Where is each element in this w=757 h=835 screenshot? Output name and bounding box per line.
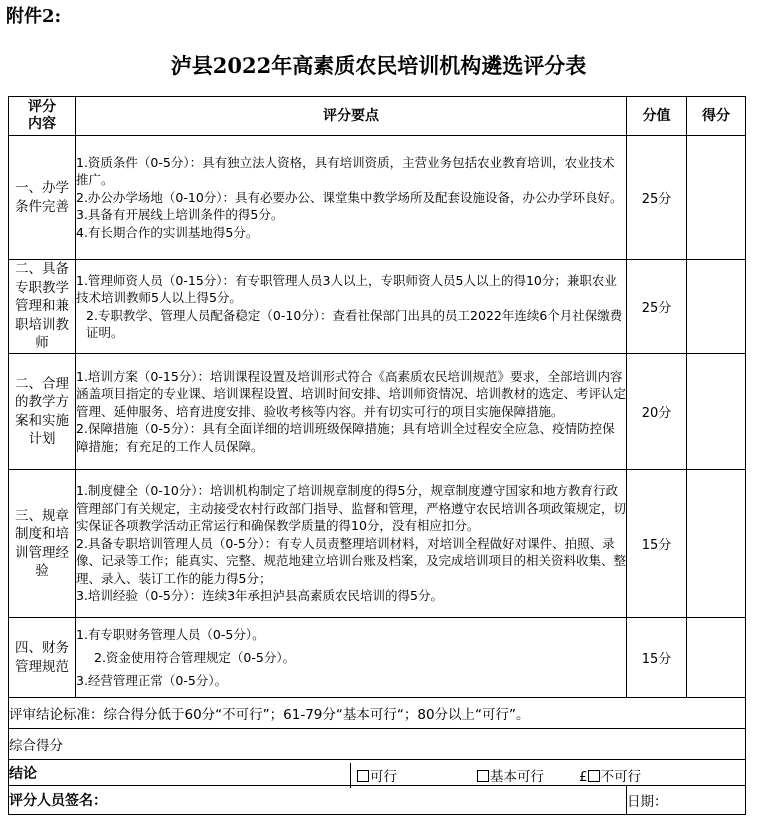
- row-score-cell[interactable]: [687, 618, 746, 698]
- signature-row: [9, 786, 746, 815]
- row-category: 一、办学条件完善: [9, 136, 76, 260]
- row-score-cell[interactable]: [687, 470, 746, 618]
- row-category: 三、规章制度和培训管理经验: [9, 470, 76, 618]
- total-score-label: 综合得分: [9, 729, 746, 760]
- checkbox-icon: [477, 770, 489, 782]
- requirement-line: 1.资质条件（0-5分）：具有独立法人资格，具有培训资质，主营业务包括农业教育培训，农业技术推广。: [76, 154, 615, 188]
- row-points: 25分: [627, 136, 687, 260]
- attachment-label: 附件2:: [6, 6, 62, 27]
- conclusion-label: 结论: [9, 760, 627, 786]
- conclusion-standard-row: [9, 698, 746, 729]
- requirement-line: 2.专职教学、管理人员配备稳定（0-10分）：查看社保部门出具的员工2022年连续6个月社保缴费证明。: [86, 307, 623, 340]
- row-score-cell[interactable]: [687, 136, 746, 260]
- requirement-line: 1.有专职财务管理人员（0-5分）。: [76, 627, 265, 642]
- table-row: [9, 618, 746, 698]
- table-header-row: [9, 97, 746, 136]
- conclusion-options: [357, 766, 737, 784]
- requirement-line: 1.管理师资人员（0-15分）：有专职管理人员3人以上，专职师资人员5人以上的得10分；兼职农业技术培训教师5人以上得5分。: [76, 272, 617, 305]
- conclusion-standard: 评审结论标准：综合得分低于60分“不可行”；61-79分“基本可行“；80分以上“可行”。: [9, 698, 746, 729]
- row-points: 15分: [627, 618, 687, 698]
- requirement-line: 3.具备有开展线上培训条件的得5分。: [76, 207, 284, 223]
- table-row: [9, 354, 746, 470]
- row-category: 二、合理的教学方案和实施计划: [9, 354, 76, 470]
- header-requirements: 评分要点: [76, 97, 627, 136]
- row-requirements: [76, 354, 627, 470]
- row-score-cell[interactable]: [687, 260, 746, 354]
- requirement-line: 1.培训方案（0-15分）：培训课程设置及培训形式符合《高素质农民培训规范》要求，全部培训内容涵盖项目指定的专业课、培训课程设置、培训时间安排、培训师资情况、培训教材的选定、考评认定管理、延伸服务、培育进度安排、验收考核等内容。并有切实可行的项目实施保障措施。: [76, 368, 627, 419]
- requirement-line: 2.保障措施（0-5分）：具有全面详细的培训班级保障措施；具有培训全过程安全应急、疫情防控保障措施；有充足的工作人员保障。: [76, 421, 615, 454]
- row-category: 二、具备专职教学管理和兼职培训教师: [9, 260, 76, 354]
- row-category: 四、财务管理规范: [9, 618, 76, 698]
- option-basically-feasible[interactable]: 基本可行: [477, 765, 579, 785]
- total-score-row: [9, 729, 746, 760]
- table-row: [9, 136, 746, 260]
- requirement-line: 1.制度健全（0-10分）：培训机构制定了培训规章制度的得5分，规章制度遵守国家和地方教育行政管理部门有关规定，主动接受农村行政部门指导、监督和管理，严格遵守农民培训各项政策规定，切实保证各项教学活动正常运行和确保教学质量的得10分，没有相应扣分。: [76, 483, 627, 534]
- scoring-table: [8, 96, 746, 815]
- requirement-line: 3.经营管理正常（0-5分）。: [76, 673, 228, 688]
- row-requirements: [76, 618, 627, 698]
- row-points: 20分: [627, 354, 687, 470]
- table-row: [9, 260, 746, 354]
- header-score: 得分: [687, 97, 746, 136]
- date-label: 日期：: [627, 786, 746, 815]
- header-category: 评分内容: [9, 97, 76, 136]
- row-requirements: [76, 470, 627, 618]
- requirement-line: 2.资金使用符合管理规定（0-5分）。: [94, 650, 296, 665]
- signature-label: 评分人员签名：: [9, 786, 627, 815]
- row-requirements: [76, 260, 627, 354]
- row-score-cell[interactable]: [687, 354, 746, 470]
- requirement-line: 3.培训经验（0-5分）：连续3年承担泸县高素质农民培训的得5分。: [76, 588, 443, 604]
- requirement-line: 2.办公办学场地（0-10分）：具有必要办公、课堂集中教学场所及配套设施设备，办公办学环良好。: [76, 189, 623, 205]
- checkbox-icon: [588, 770, 600, 782]
- requirement-line: 2.具备专职培训管理人员（0-5分）：有专人员责整理培训材料，对培训全程做好对课件、拍照、录像、记录等工作；能真实、完整、规范地建立培训台账及档案，及完成培训项目的相关资料收集、整理、录入、装订工作的能力得5分；: [76, 535, 627, 586]
- page-title: 泸县2022年高素质农民培训机构遴选评分表: [170, 53, 587, 78]
- option-feasible[interactable]: 可行: [357, 765, 477, 785]
- row-requirements: [76, 136, 627, 260]
- requirement-line: 4.有长期合作的实训基地得5分。: [76, 224, 259, 240]
- row-points: 25分: [627, 260, 687, 354]
- table-row: [9, 470, 746, 618]
- checkbox-icon: [357, 770, 369, 782]
- option-not-feasible[interactable]: £ 不可行: [579, 769, 642, 785]
- header-points: 分值: [627, 97, 687, 136]
- row-points: 15分: [627, 470, 687, 618]
